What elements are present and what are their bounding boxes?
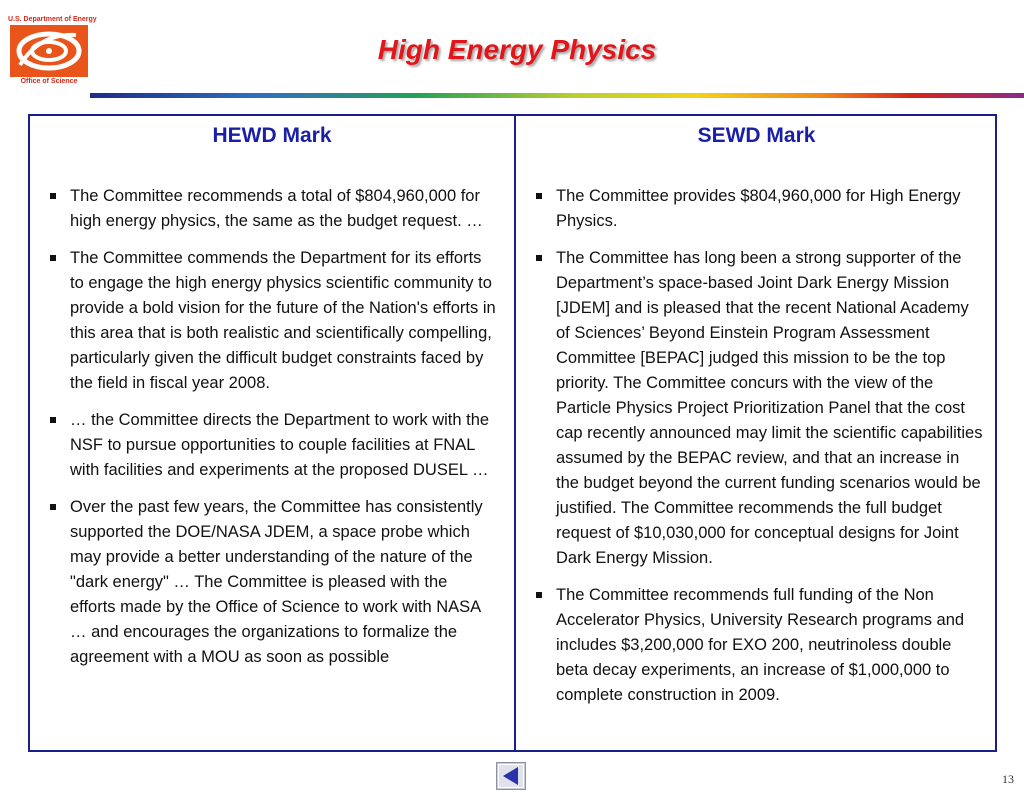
page-number: 13	[1002, 772, 1014, 786]
list-item-text: The Committee provides $804,960,000 for High Energy Physics.	[556, 187, 961, 230]
list-item-text: The Committee recommends a total of $804,960,000 for high energy physics, the same as the budget request. …	[70, 187, 483, 230]
bullet-icon	[536, 255, 542, 261]
list-item	[534, 246, 986, 571]
list-item-text: Over the past few years, the Committee has consistently supported the DOE/NASA JDEM, a space probe which may provide a better understanding of the nature of the "dark energy" … The Committee is pleased with the efforts made by the Office of Science to work with NASA … and encourages the organizations to formalize the agreement with a MOU as soon as possible	[70, 498, 483, 666]
sewd-heading: SEWD Mark	[697, 124, 816, 147]
list-item-text: … the Committee directs the Department to work with the NSF to pursue opportunities to couple facilities at FNAL with facilities and experiments at the proposed DUSEL …	[70, 411, 490, 479]
bullet-icon	[50, 417, 56, 423]
list-item-text: The Committee has long been a strong supporter of the Department’s space-based Joint Dark Energy Mission [JDEM] and is pleased that the recent National Academy of Sciences’ Beyond Einstein Program Assessment Committee [BEPAC] judged this mission to be the top priority. The Committee concurs with the view of the Particle Physics Project Prioritization Panel that the cost cap recently announced may limit the scientific capabilities assumed by the BEPAC review, and that an increase in the budget beyond the current funding scenarios would be justified. The Committee recommends the full budget request of $10,030,000 for conceptual designs for Joint Dark Energy Mission.	[556, 249, 983, 567]
bullet-icon	[536, 193, 542, 199]
slide-title: High Energy Physics	[377, 34, 657, 65]
hewd-heading: HEWD Mark	[212, 124, 332, 147]
rainbow-divider	[90, 93, 1024, 98]
list-item	[48, 495, 496, 670]
list-item	[534, 583, 986, 708]
list-item-text: The Committee recommends full funding of the Non Accelerator Physics, University Research programs and includes $3,200,000 for EXO 200, neutrinoless double beta decay experiments, an increase of $1,000,000 to complete construction in 2009.	[556, 586, 965, 704]
hewd-column	[30, 116, 514, 750]
list-item	[48, 246, 496, 396]
comparison-table	[28, 114, 997, 752]
bullet-icon	[50, 504, 56, 510]
list-item	[48, 184, 496, 234]
back-arrow-icon	[496, 762, 526, 790]
bullet-icon	[536, 592, 542, 598]
hewd-points	[48, 184, 496, 682]
sewd-column	[516, 116, 997, 750]
list-item	[48, 408, 496, 483]
logo-office-text: Office of Science	[20, 78, 78, 85]
list-item-text: The Committee commends the Department for its efforts to engage the high energy physics scientific community to provide a bold vision for the future of the Nation's efforts in this area that is both realistic and scientifically compelling, particularly given the difficult budget constraints faced by the field in fiscal year 2008.	[70, 249, 496, 392]
list-item	[534, 184, 986, 234]
bullet-icon	[50, 255, 56, 261]
sewd-points	[534, 184, 986, 720]
logo-org-text: U.S. Department of Energy	[8, 16, 97, 23]
bullet-icon	[50, 193, 56, 199]
back-button[interactable]	[496, 762, 526, 790]
